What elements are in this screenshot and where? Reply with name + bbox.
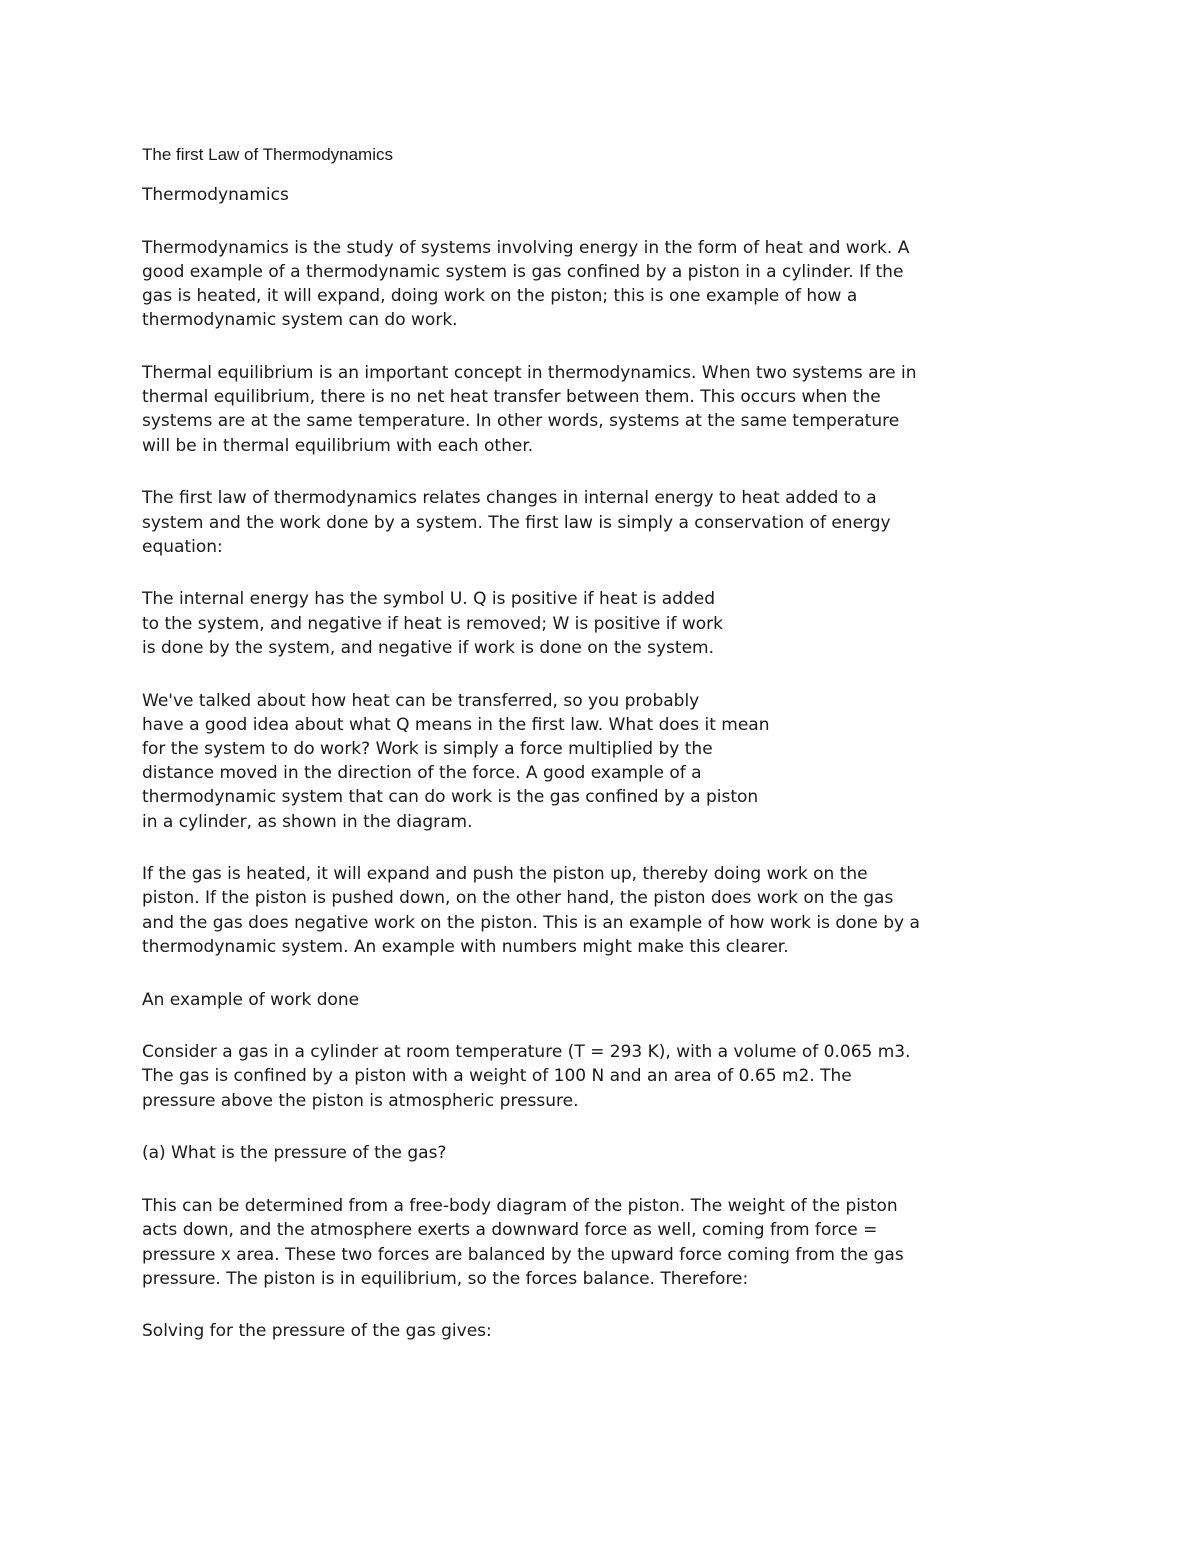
text-line: piston. If the piston is pushed down, on the other hand, the piston does work on the gas [142,888,894,909]
text-line: system and the work done by a system. The first law is simply a conservation of energy [142,512,891,533]
text-line: The gas is confined by a piston with a weight of 100 N and an area of 0.65 m2. The [142,1066,852,1087]
text-line: thermal equilibrium, there is no net heat transfer between them. This occurs when the [142,387,881,408]
text-line: pressure x area. These two forces are balanced by the upward force coming from the gas [142,1244,904,1265]
text-line: will be in thermal equilibrium with each other. [142,435,534,456]
paragraph [142,1040,1062,1113]
text-line: We've talked about how heat can be transferred, so you probably [142,690,700,711]
paragraph [142,236,1062,333]
text-line: thermodynamic system that can do work is the gas confined by a piston [142,787,759,808]
section-heading [142,183,1062,207]
text-line: Thermal equilibrium is an important concept in thermodynamics. When two systems are in [142,363,917,384]
paragraph [142,361,1062,458]
text-line: An example of work done [142,989,360,1010]
text-line: The internal energy has the symbol U. Q is positive if heat is added [142,589,716,610]
paragraph [142,587,1062,660]
text-line: is done by the system, and negative if work is done on the system. [142,637,714,658]
paragraph [142,1319,1062,1343]
text-line: pressure. The piston is in equilibrium, so the forces balance. Therefore: [142,1268,749,1289]
document-title: The first Law of Thermodynamics [142,145,393,164]
text-line: good example of a thermodynamic system is gas confined by a piston in a cylinder. If the [142,261,904,282]
document-body [142,183,1062,1344]
text-line: for the system to do work? Work is simply a force multiplied by the [142,738,713,759]
paragraph [142,1194,1062,1291]
text-line: The first law of thermodynamics relates changes in internal energy to heat added to a [142,488,877,509]
paragraph [142,862,1062,959]
text-line: If the gas is heated, it will expand and push the piston up, thereby doing work on the [142,864,868,885]
section-heading [142,988,1062,1012]
text-line: pressure above the piston is atmospheric pressure. [142,1090,579,1111]
text-line: thermodynamic system can do work. [142,310,458,331]
text-line: systems are at the same temperature. In other words, systems at the same temperature [142,411,900,432]
text-line: (a) What is the pressure of the gas? [142,1143,447,1164]
text-line: Consider a gas in a cylinder at room temperature (T = 293 K), with a volume of 0.065 m3. [142,1042,911,1063]
text-line: to the system, and negative if heat is removed; W is positive if work [142,613,724,634]
text-line: gas is heated, it will expand, doing work on the piston; this is one example of how a [142,286,858,307]
paragraph [142,1141,1062,1165]
document-page [142,143,1062,1372]
text-line: equation: [142,536,223,557]
text-line: and the gas does negative work on the piston. This is an example of how work is done by a [142,912,920,933]
text-line: distance moved in the direction of the force. A good example of a [142,763,702,784]
text-line: in a cylinder, as shown in the diagram. [142,811,473,832]
text-line: This can be determined from a free-body diagram of the piston. The weight of the piston [142,1196,898,1217]
paragraph [142,486,1062,559]
text-line: Solving for the pressure of the gas gives: [142,1321,492,1342]
text-line: have a good idea about what Q means in the first law. What does it mean [142,714,770,735]
paragraph [142,689,1062,834]
text-line: acts down, and the atmosphere exerts a downward force as well, coming from force = [142,1220,878,1241]
text-line: Thermodynamics is the study of systems involving energy in the form of heat and work. A [142,237,910,258]
text-line: thermodynamic system. An example with numbers might make this clearer. [142,936,789,957]
text-line: Thermodynamics [142,185,289,205]
